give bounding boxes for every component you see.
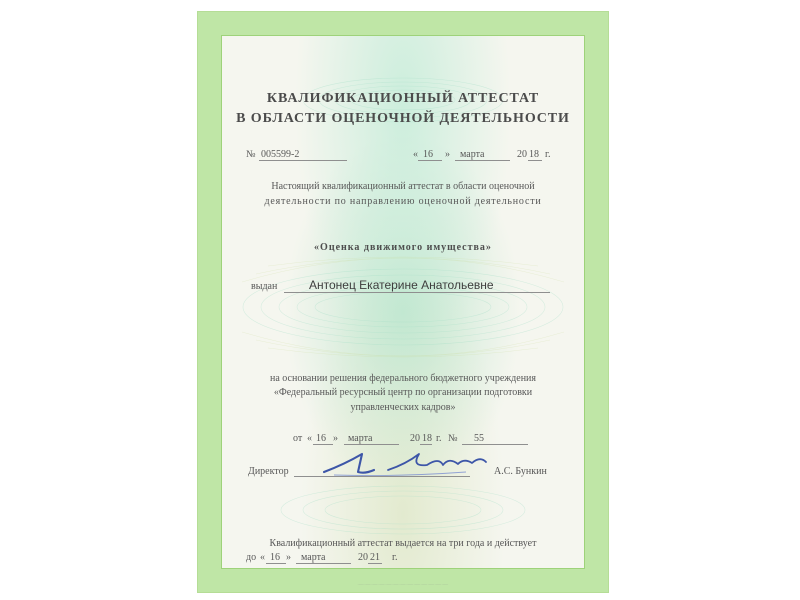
decision-day-line — [313, 444, 333, 445]
certificate-title-line-1: КВАЛИФИКАЦИОННЫЙ АТТЕСТАТ — [266, 91, 540, 106]
decision-year: 18 — [422, 433, 432, 444]
decision-close-quote: » — [333, 433, 338, 444]
basis-line-1: на основании решения федерального бюджетного учреждения — [269, 373, 537, 384]
validity-suffix: г. — [392, 552, 398, 563]
decision-day: 16 — [316, 433, 326, 444]
certificate-number: 005599-2 — [261, 149, 300, 160]
decision-month: марта — [348, 433, 373, 444]
director-signature — [310, 446, 500, 480]
decision-open-quote: « — [307, 433, 312, 444]
issue-day-line — [418, 160, 442, 161]
certificate-body — [222, 36, 584, 587]
intro-line-1: Настоящий квалификационный аттестат в области оценочной — [271, 181, 535, 192]
validity-year-line — [368, 563, 382, 564]
director-label: Директор — [248, 466, 289, 477]
issue-date-close-quote: » — [445, 149, 450, 160]
printer-imprint: ·············································································· — [357, 583, 449, 587]
validity-month-line — [296, 563, 351, 564]
decision-number: 55 — [474, 433, 484, 444]
validity-day-line — [266, 563, 286, 564]
validity-day: 16 — [270, 552, 280, 563]
direction-title: «Оценка движимого имущества» — [314, 242, 492, 253]
basis-line-3: управленческих кадров» — [350, 402, 456, 413]
decision-year-suffix: г. — [436, 433, 442, 444]
issue-date-month: марта — [460, 149, 485, 160]
validity-prefix: до — [246, 552, 257, 563]
validity-month: марта — [301, 552, 326, 563]
intro-line-2: деятельности по направлению оценочной деятельности — [264, 196, 542, 207]
decision-from-label: от — [293, 433, 303, 444]
decision-number-sign: № — [448, 433, 458, 444]
validity-year: 21 — [370, 552, 380, 563]
issue-date-open-quote: « — [413, 149, 418, 160]
decision-month-line — [344, 444, 399, 445]
decision-century: 20 — [410, 433, 420, 444]
decision-year-line — [420, 444, 432, 445]
issue-date-day: 16 — [423, 149, 433, 160]
issue-date-year: 18 — [529, 149, 539, 160]
certificate — [197, 11, 609, 593]
issue-date-century: 20 — [517, 149, 527, 160]
number-sign: № — [246, 149, 256, 160]
validity-century: 20 — [358, 552, 368, 563]
issue-month-line — [455, 160, 510, 161]
issue-year-line — [528, 160, 542, 161]
issued-to-label: выдан — [251, 281, 278, 292]
validity-close-quote: » — [286, 552, 291, 563]
holder-name: Антонец Екатерине Анатольевне — [309, 278, 494, 292]
issue-date-suffix: г. — [545, 149, 551, 160]
validity-line-1: Квалификационный аттестат выдается на три года и действует — [269, 538, 537, 549]
certificate-title-line-2: В ОБЛАСТИ ОЦЕНОЧНОЙ ДЕЯТЕЛЬНОСТИ — [236, 111, 570, 126]
decision-number-line — [462, 444, 528, 445]
certificate-number-line — [259, 160, 347, 161]
validity-open-quote: « — [260, 552, 265, 563]
holder-name-line — [284, 292, 550, 293]
director-name: А.С. Бункин — [494, 466, 547, 477]
basis-line-2: «Федеральный ресурсный центр по организации подготовки — [273, 387, 533, 398]
